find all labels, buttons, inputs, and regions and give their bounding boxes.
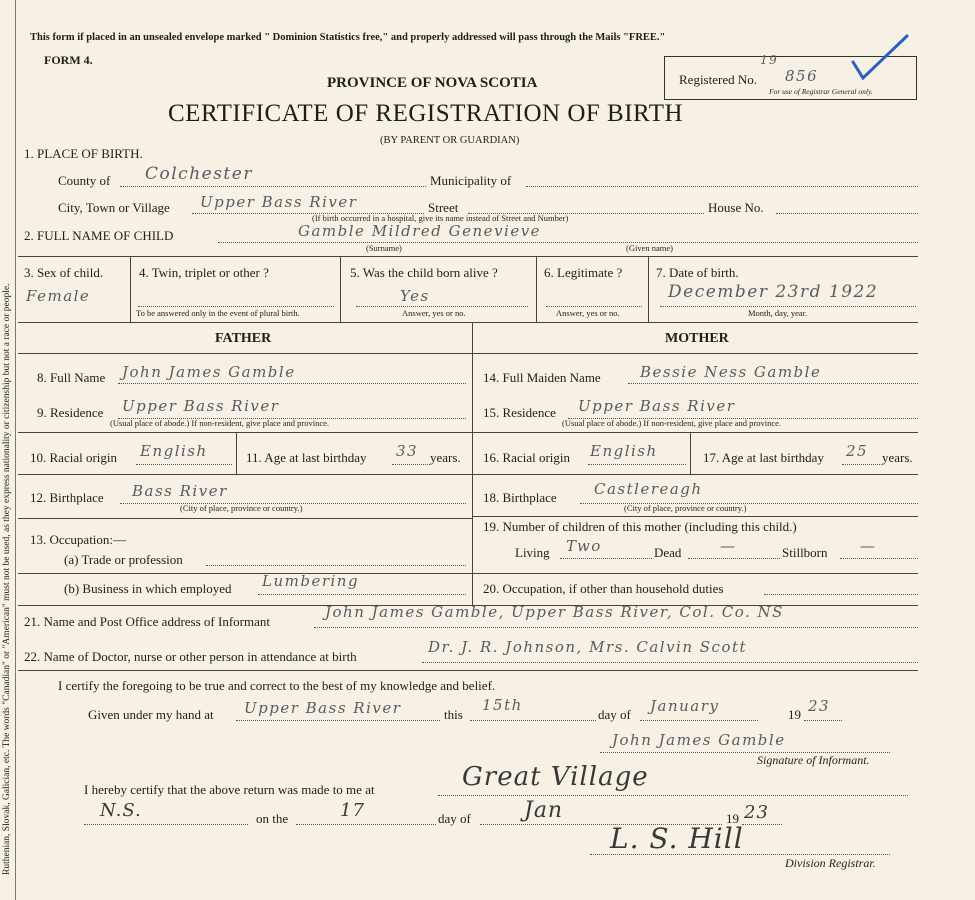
attendant-value: Dr. J. R. Johnson, Mrs. Calvin Scott [428,638,748,656]
check-mark-icon [845,30,915,85]
given-day-of-label: day of [598,707,631,722]
mother-birthplace-note: (City of place, province or country.) [624,503,747,513]
attendant-label: 22. Name of Doctor, nurse or other person in attendance at birth [24,649,357,664]
birth-date-note: Month, day, year. [748,308,808,318]
municipality-label: Municipality of [430,173,512,188]
mother-heading: MOTHER [665,331,729,346]
registrar-caption: Division Registrar. [785,856,876,870]
place-of-birth-heading: 1. PLACE OF BIRTH. [24,146,143,161]
mother-racial-value: English [590,442,658,460]
this-label: this [444,707,463,722]
father-business-value: Lumbering [262,572,360,590]
house-label: House No. [708,200,764,215]
sex-label: 3. Sex of child. [24,265,104,280]
margin-rule [15,0,16,900]
informant-signature-caption: Signature of Informant. [757,753,870,767]
birth-date-label: 7. Date of birth. [656,265,739,280]
father-name-value: John James Gamble [122,363,296,381]
child-name-value: Gamble Mildred Genevieve [298,222,542,240]
mother-name-label: 14. Full Maiden Name [483,370,601,385]
registrar-year-prefix: 19 [726,811,739,826]
legitimate-label: 6. Legitimate ? [544,265,623,280]
father-racial-label: 10. Racial origin [30,450,118,465]
living-value: Two [566,537,602,555]
father-age-value: 33 [396,442,419,460]
registrar-day-of-label: day of [438,811,471,826]
father-heading: FATHER [215,331,272,346]
registrar-day-value: 17 [340,800,365,821]
side-note: Ruthenian, Slovak, Galician, etc. The words "Canadian" or "American" must not be used, as they express nationality or citizenship but not a race or people. [2,283,12,875]
given-year-value: 23 [808,697,831,715]
born-alive-note: Answer, yes or no. [402,308,466,318]
mother-name-value: Bessie Ness Gamble [640,363,822,381]
mother-residence-label: 15. Residence [483,405,556,420]
given-day-value: 15th [482,696,523,714]
on-the-label: on the [256,811,289,826]
child-name-label: 2. FULL NAME OF CHILD [24,228,174,243]
surname-caption: (Surname) [366,243,402,253]
city-value: Upper Bass River [200,193,358,211]
hospital-note: (If birth occurred in a hospital, give its name instead of Street and Number) [312,213,569,223]
given-month-value: January [650,697,720,715]
informant-label: 21. Name and Post Office address of Informant [24,614,270,629]
city-label: City, Town or Village [58,200,170,215]
mother-occupation-label: 20. Occupation, if other than household duties [483,581,724,596]
registered-note: For use of Registrar General only. [769,87,873,96]
given-under-label: Given under my hand at [88,707,214,722]
registered-number: 856 [785,67,819,85]
father-residence-label: 9. Residence [37,405,104,420]
registrar-place-value: Great Village [462,762,649,792]
mother-racial-label: 16. Racial origin [483,450,571,465]
father-years-label: years. [430,450,461,465]
mother-age-value: 25 [846,442,869,460]
legitimate-note: Answer, yes or no. [556,308,620,318]
twin-label: 4. Twin, triplet or other ? [139,265,269,280]
mother-birthplace-value: Castlereagh [594,480,703,498]
father-age-label: 11. Age at last birthday [246,450,367,465]
father-residence-value: Upper Bass River [122,397,280,415]
county-label: County of [58,173,111,188]
stillborn-value: — [860,537,877,555]
mother-birthplace-label: 18. Birthplace [483,490,557,505]
father-birthplace-value: Bass River [132,482,228,500]
street-label: Street [428,200,459,215]
father-birthplace-note: (City of place, province or country.) [180,503,303,513]
given-name-caption: (Given name) [626,243,673,253]
mother-residence-value: Upper Bass River [578,397,736,415]
informant-signature: John James Gamble [612,731,786,749]
born-alive-value: Yes [400,287,430,305]
mother-residence-note: (Usual place of abode.) If non-resident, give place and province. [562,418,782,428]
registrar-province-value: N.S. [100,800,142,821]
page-subtitle: (BY PARENT OR GUARDIAN) [380,135,520,146]
given-place-value: Upper Bass River [244,699,402,717]
sex-value: Female [26,287,91,305]
free-notice: This form if placed in an unsealed envelope marked " Dominion Statistics free," and properly addressed will pass through the Mails "FREE." [30,32,666,43]
registered-label: Registered No. [679,72,757,87]
province-heading: PROVINCE OF NOVA SCOTIA [327,75,538,91]
page-title: CERTIFICATE OF REGISTRATION OF BIRTH [168,100,684,127]
informant-value: John James Gamble, Upper Bass River, Col. Co. NS [325,603,784,621]
living-label: Living [515,545,550,560]
born-alive-label: 5. Was the child born alive ? [350,265,498,280]
registrar-statement: I hereby certify that the above return was made to me at [84,782,375,797]
father-occupation-label: 13. Occupation:— [30,532,127,547]
registrar-month-value: Jan [524,798,564,823]
birth-date-value: December 23rd 1922 [668,282,879,302]
certify-statement: I certify the foregoing to be true and correct to the best of my knowledge and belief. [58,678,496,693]
registrar-year-value: 23 [744,802,769,823]
twin-note: To be answered only in the event of plural birth. [136,308,300,318]
father-business-label: (b) Business in which employed [64,581,232,596]
father-birthplace-label: 12. Birthplace [30,490,104,505]
father-residence-note: (Usual place of abode.) If non-resident, give place and province. [110,418,330,428]
mother-years-label: years. [882,450,913,465]
county-value: Colchester [145,164,253,184]
mother-children-label: 19. Number of children of this mother (including this child.) [483,519,797,534]
side-margin-text [0,0,16,900]
dead-label: Dead [654,545,682,560]
father-name-label: 8. Full Name [37,370,106,385]
father-racial-value: English [140,442,208,460]
father-trade-label: (a) Trade or profession [64,552,183,567]
mother-age-label: 17. Age at last birthday [703,450,824,465]
stillborn-label: Stillborn [782,545,828,560]
given-year-prefix: 19 [788,707,801,722]
registered-prefix: 19 [760,53,779,67]
dead-value: — [720,537,737,555]
form-number: FORM 4. [44,53,93,67]
registrar-signature: L. S. Hill [610,822,744,855]
